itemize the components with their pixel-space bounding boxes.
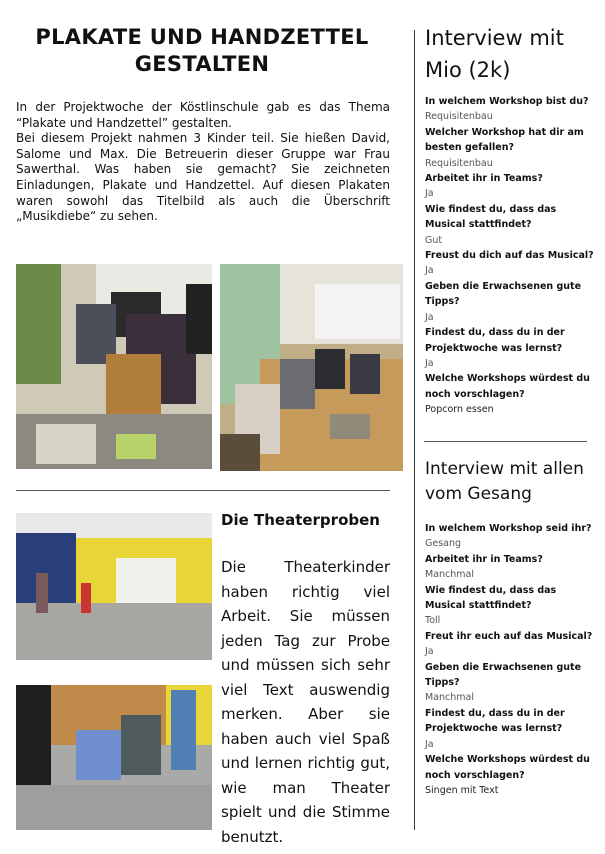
photo-workshop-room <box>16 264 212 469</box>
interview1-list <box>425 94 595 418</box>
answer: Requisitenbau <box>425 157 493 169</box>
question: Geben die Erwachsenen gute Tipps? <box>425 661 582 689</box>
interview2-list <box>425 521 595 798</box>
column-divider <box>414 30 415 830</box>
photo-theater-hall <box>16 513 212 660</box>
answer: Requisitenbau <box>425 111 493 123</box>
answer: Manchmal <box>425 692 474 704</box>
intro-text <box>16 100 390 225</box>
interview1-heading: Interview mit Mio (2k) <box>425 26 564 82</box>
answer: Ja <box>425 188 434 200</box>
answer: Ja <box>425 311 434 323</box>
interview-divider <box>424 441 587 442</box>
question: Freut ihr euch auf das Musical? <box>425 630 593 642</box>
answer: Ja <box>425 357 434 369</box>
question: In welchem Workshop bist du? <box>425 96 589 107</box>
question: Arbeitet ihr in Teams? <box>425 173 543 185</box>
section-divider <box>16 490 390 491</box>
answer: Gut <box>425 234 443 246</box>
question: Wie findest du, dass das Musical stattfindet? <box>425 203 557 231</box>
interview2-heading: Interview mit allen vom Gesang <box>425 459 584 504</box>
answer: Ja <box>425 738 434 750</box>
question: Freust du dich auf das Musical? <box>425 250 594 262</box>
question: Welche Workshops würdest du noch vorschlagen? <box>425 754 590 781</box>
page-title: PLAKATE UND HANDZETTEL GESTALTEN <box>35 25 369 76</box>
question: Welcher Workshop hat dir am besten gefallen? <box>425 126 584 154</box>
question: Findest du, dass du in der Projektwoche was lernst? <box>425 327 565 354</box>
theater-heading: Die Theaterproben <box>221 511 380 529</box>
answer: Gesang <box>425 538 462 550</box>
answer: Manchmal <box>425 569 474 581</box>
question: Wie findest du, dass das Musical stattfindet? <box>425 584 557 612</box>
intro-paragraph-2: Bei diesem Projekt nahmen 3 Kinder teil. Sie hießen David, Salome und Max. Die Betreuerin dieser Gruppe war Frau Sawerthal. Was haben sie gemacht? Sie zeichneten Einladungen, Plakate und Handzettel. Auf diesen Plakaten waren sowohl das Titelbild als auch die Überschrift „Musikdiebe“ zu sehen. <box>16 131 390 224</box>
answer: Ja <box>425 646 434 658</box>
question: In welchem Workshop seid ihr? <box>425 523 592 534</box>
answer: Singen mit Text <box>425 784 499 796</box>
answer: Toll <box>425 615 441 627</box>
question: Welche Workshops würdest du noch vorschlagen? <box>425 373 590 400</box>
theater-text: Die Theaterkinder haben richtig viel Arbeit. Sie müssen jeden Tag zur Probe und müssen sich sehr viel Text auswendig merken. Aber sie haben auch viel Spaß und lernen richtig gut, wie man Theater spielt und die Stimme benutzt. <box>221 558 390 846</box>
question: Findest du, dass du in der Projektwoche was lernst? <box>425 707 565 735</box>
photo-theater-rehearsal <box>16 685 212 830</box>
question: Arbeitet ihr in Teams? <box>425 553 543 565</box>
answer: Popcorn essen <box>425 404 494 416</box>
photo-kids-at-table <box>220 264 403 471</box>
answer: Ja <box>425 265 434 277</box>
intro-paragraph-1: In der Projektwoche der Köstlinschule gab es das Thema “Plakate und Handzettel” gestalten. <box>16 100 390 130</box>
question: Geben die Erwachsenen gute Tipps? <box>425 280 582 308</box>
